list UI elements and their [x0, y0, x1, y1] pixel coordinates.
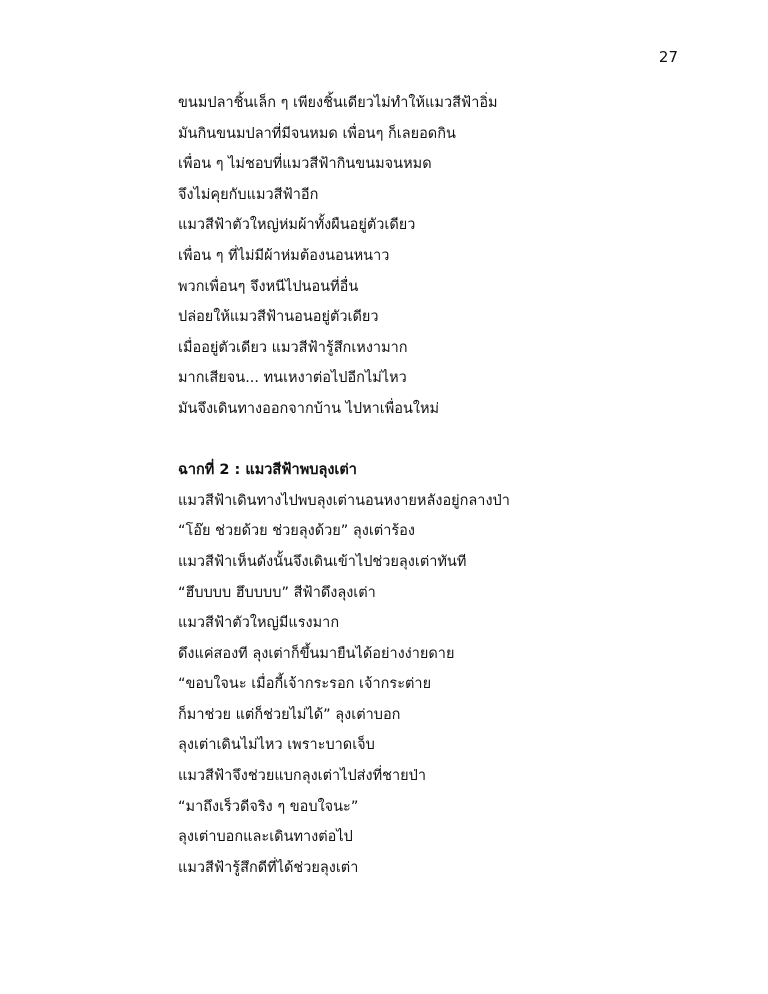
story-line: ดึงแค่สองที ลุงเต่าก็ขึ้นมายืนได้อย่างง่ายดาย: [178, 645, 455, 662]
story-line: เพื่อน ๆ ที่ไม่มีผ้าห่มต้องนอนหนาว: [178, 247, 390, 264]
story-line: เมื่ออยู่ตัวเดียว แมวสีฟ้ารู้สึกเหงามาก: [178, 339, 408, 356]
story-line: มันจึงเดินทางออกจากบ้าน ไปหาเพื่อนใหม่: [178, 400, 440, 417]
story-line: เพื่อน ๆ ไม่ชอบที่แมวสีฟ้ากินขนมจนหมด: [178, 156, 432, 173]
story-line: “มาถึงเร็วดีจริง ๆ ขอบใจนะ”: [178, 798, 359, 815]
scene-heading: ฉากที่ 2 : แมวสีฟ้าพบลุงเต่า: [178, 462, 357, 479]
story-line: มันกินขนมปลาที่มีจนหมด เพื่อนๆ ก็เลยอดกิน: [178, 125, 456, 142]
story-line: แมวสีฟ้าตัวใหญ่ห่มผ้าทั้งผืนอยู่ตัวเดียว: [178, 217, 416, 234]
story-text: [178, 88, 698, 883]
story-line: “โอ๊ย ช่วยด้วย ช่วยลุงด้วย” ลุงเต่าร้อง: [178, 523, 415, 540]
story-line: ปล่อยให้แมวสีฟ้านอนอยู่ตัวเดียว: [178, 309, 379, 326]
story-line: ก็มาช่วย แต่ก็ช่วยไม่ได้” ลุงเต่าบอก: [178, 706, 401, 723]
story-line: ขนมปลาชิ้นเล็ก ๆ เพียงชิ้นเดียวไม่ทำให้แมวสีฟ้าอิ่ม: [178, 95, 498, 111]
story-line: จึงไม่คุยกับแมวสีฟ้าอีก: [178, 186, 319, 203]
story-line: ลุงเต่าเดินไม่ไหว เพราะบาดเจ็บ: [178, 737, 375, 754]
story-line: แมวสีฟ้าจึงช่วยแบกลุงเต่าไปส่งที่ชายป่า: [178, 768, 426, 785]
story-line: แมวสีฟ้าตัวใหญ่มีแรงมาก: [178, 615, 340, 632]
story-line: ลุงเต่าบอกและเดินทางต่อไป: [178, 829, 353, 846]
story-line: มากเสียจน... ทนเหงาต่อไปอีกไม่ไหว: [178, 370, 407, 387]
story-line: แมวสีฟ้าเดินทางไปพบลุงเต่านอนหงายหลังอยู่กลางป่า: [178, 492, 510, 509]
story-line: แมวสีฟ้าเห็นดังนั้นจึงเดินเข้าไปช่วยลุงเต่าทันที: [178, 553, 467, 570]
page-number: 27: [658, 48, 678, 66]
story-line: “ขอบใจนะ เมื่อกี้เจ้ากระรอก เจ้ากระต่าย: [178, 676, 432, 693]
story-line: พวกเพื่อนๆ จึงหนีไปนอนที่อื่น: [178, 278, 359, 295]
section-gap: [178, 425, 698, 456]
story-line: แมวสีฟ้ารู้สึกดีที่ได้ช่วยลุงเต่า: [178, 859, 359, 876]
story-line: “ฮึบบบบ ฮึบบบบ” สีฟ้าดึงลุงเต่า: [178, 584, 376, 601]
